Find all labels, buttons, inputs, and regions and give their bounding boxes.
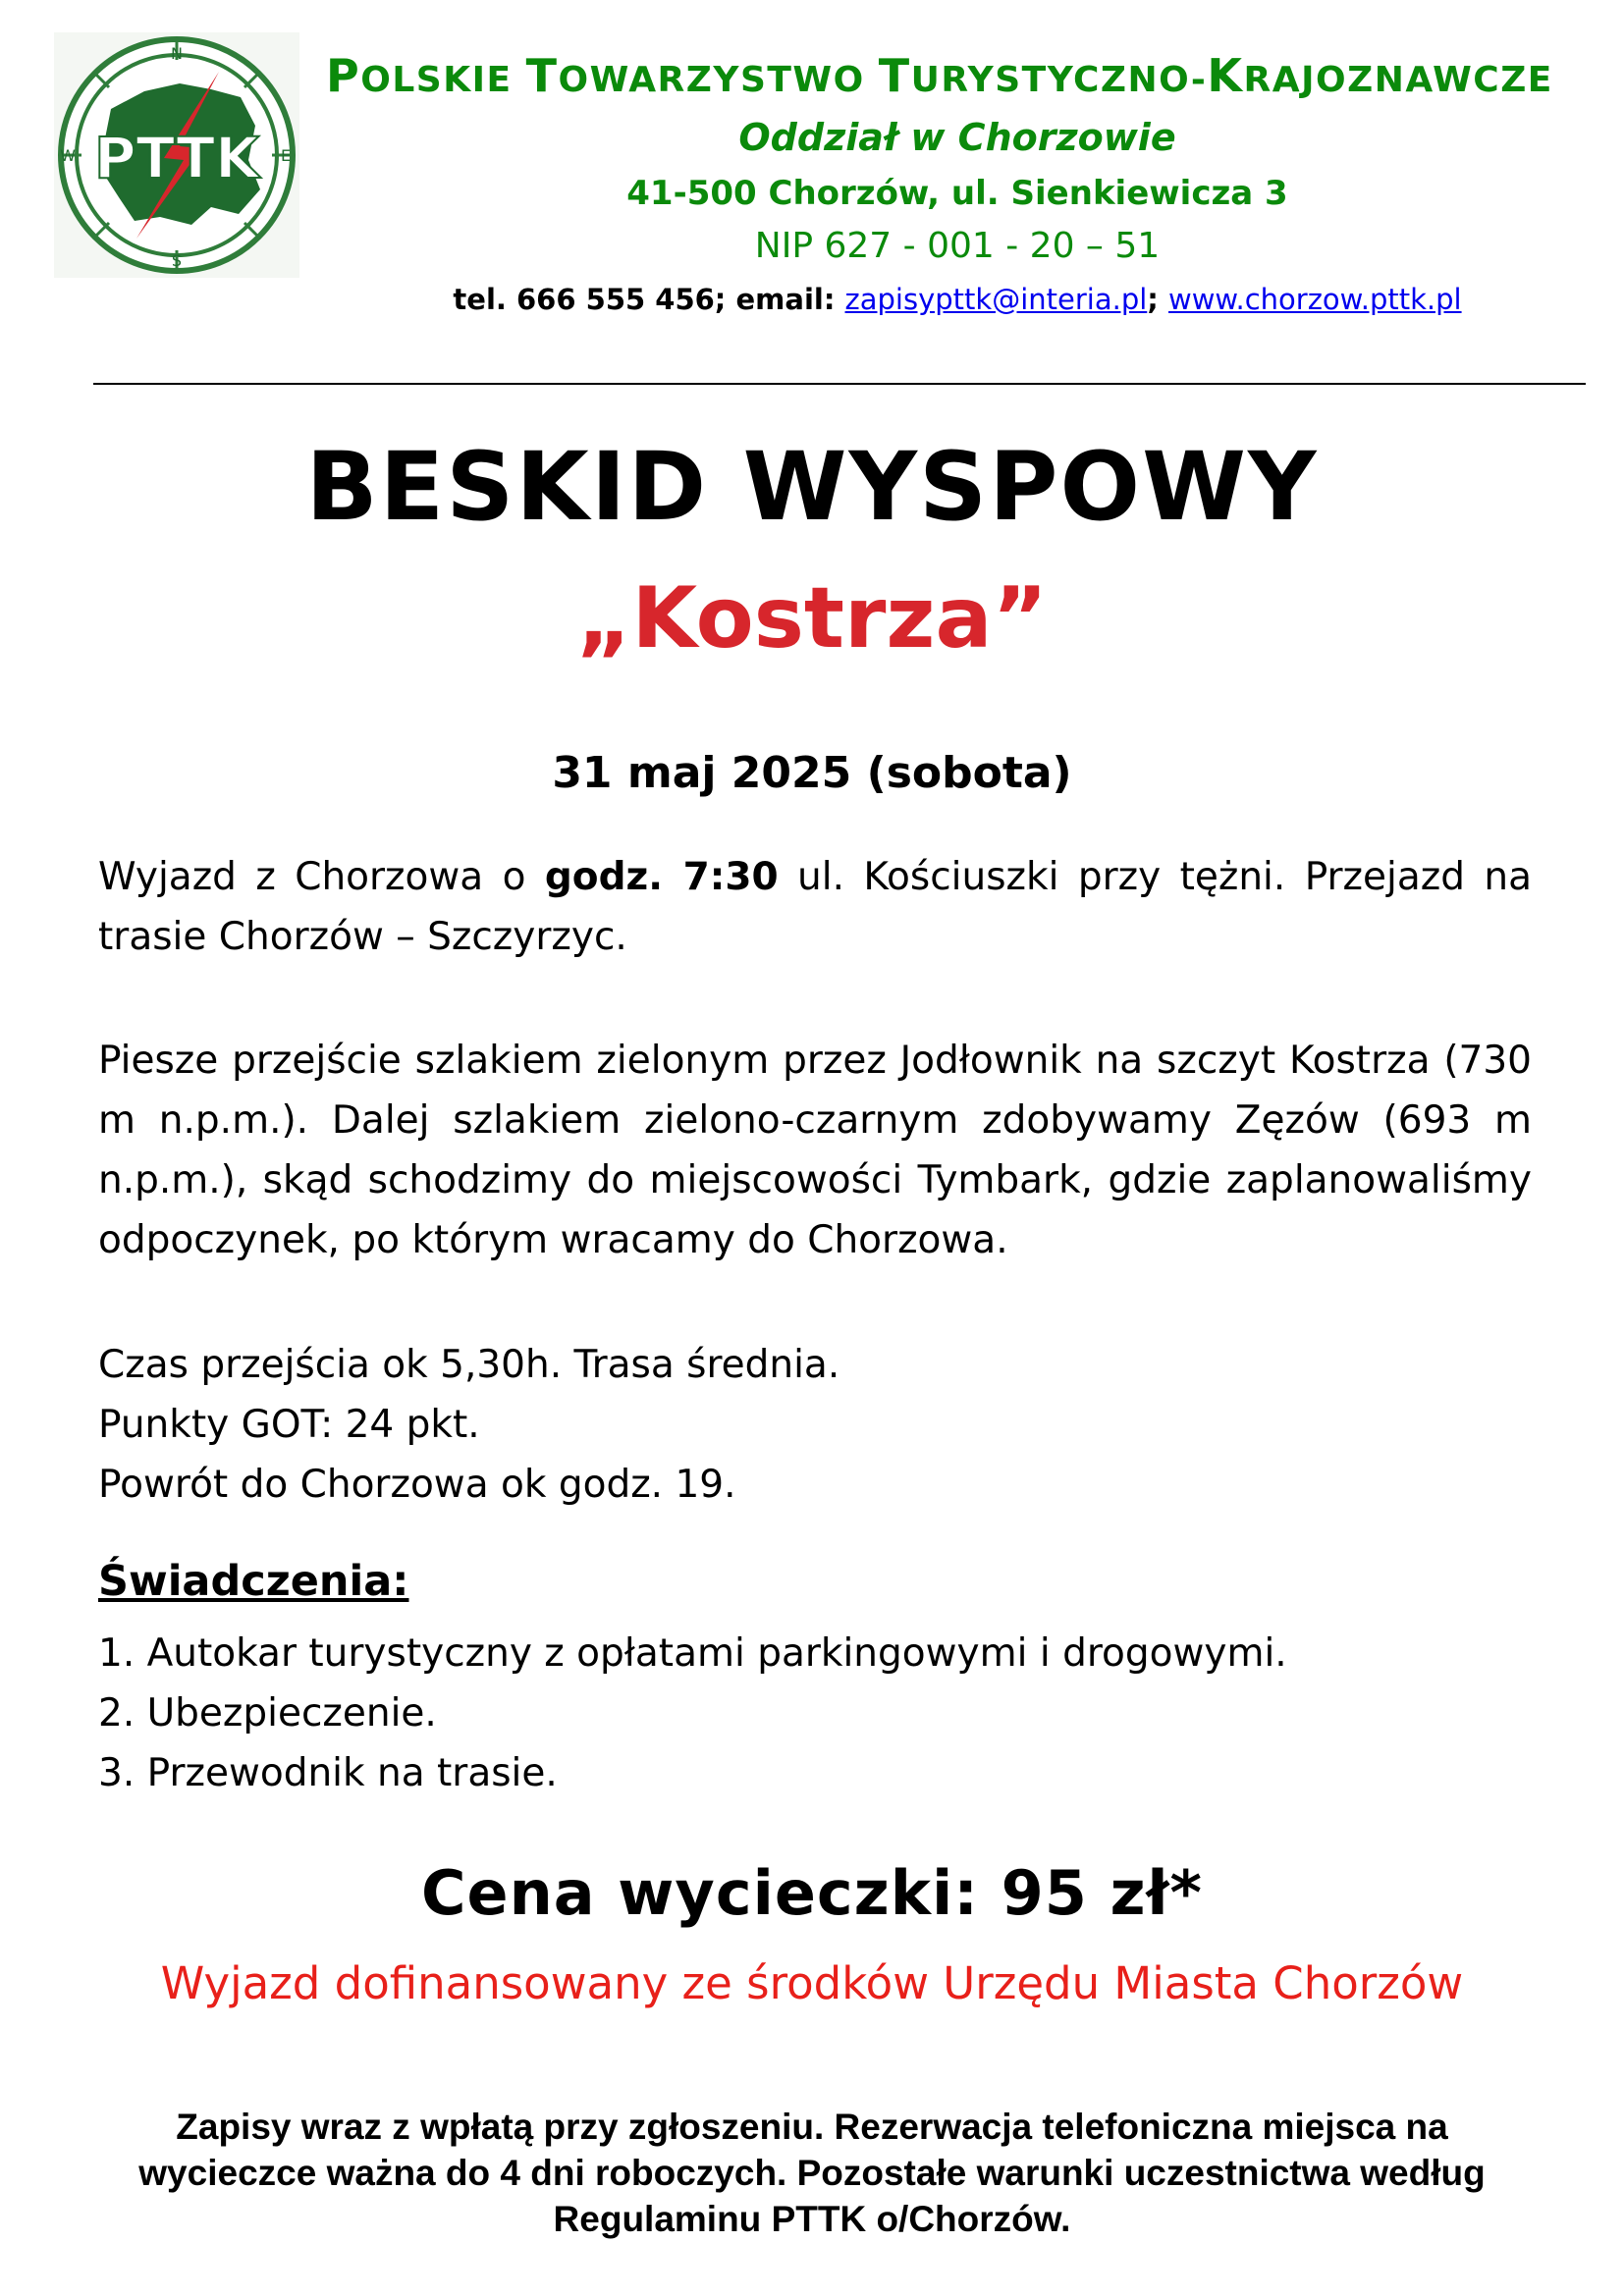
email-link[interactable]: zapisypttk@interia.pl (844, 283, 1148, 316)
list-item: 3. Przewodnik na trasie. (98, 1751, 558, 1795)
trip-info (98, 1335, 1532, 1515)
registration-terms: Zapisy wraz z wpłatą przy zgłoszeniu. Rezerwacja telefoniczna miejsca na wycieczce ważna do 4 dni roboczych. Pozostałe warunki uczestnictwa według Regulaminu PTTK o/Chorzów. (138, 2107, 1486, 2239)
list-item: 1. Autokar turystyczny z opłatami parkingowymi i drogowymi. (98, 1631, 1287, 1676)
compass-logo-icon (54, 32, 299, 278)
walking-time: Czas przejścia ok 5,30h. Trasa średnia. (98, 1343, 840, 1387)
list-item: 2. Ubezpieczenie. (98, 1691, 437, 1735)
website-link[interactable]: www.chorzow.pttk.pl (1168, 283, 1462, 316)
trip-price: Cena wycieczki: 95 zł* (421, 1857, 1203, 1929)
got-points: Punkty GOT: 24 pkt. (98, 1403, 480, 1447)
trip-date: 31 maj 2025 (sobota) (552, 748, 1072, 798)
phone-email-label: tel. 666 555 456; email: (453, 283, 845, 316)
benefits-list (98, 1624, 1287, 1803)
contact-line (324, 283, 1591, 316)
logo-text: PTTK (94, 125, 259, 191)
compass-s-label: S (171, 251, 183, 270)
trip-region-title: BESKID WYSPOWY (305, 432, 1319, 542)
compass-w-label: W (60, 146, 76, 165)
organization-name: POLSKIE TOWARZYSTWO TURYSTYCZNO-KRAJOZNAWCZE (326, 49, 1553, 102)
benefits-heading: Świadczenia: (98, 1557, 409, 1606)
return-time: Powrót do Chorzowa ok godz. 19. (98, 1463, 736, 1507)
departure-time: godz. 7:30 (544, 855, 779, 899)
tax-id: NIP 627 - 001 - 20 – 51 (754, 226, 1161, 266)
pttk-logo (54, 32, 299, 278)
branch-name: Oddział w Chorzowie (738, 116, 1176, 159)
header-divider (93, 383, 1586, 385)
departure-info: Wyjazd z Chorzowa o godz. 7:30 ul. Kościuszki przy tężni. Przejazd na trasie Chorzów – Szczyrzyc. (98, 855, 1533, 959)
route-description: Piesze przejście szlakiem zielonym przez Jodłownik na szczyt Kostrza (730 m n.p.m.). Dalej szlakiem zielono-czarnym zdobywamy Zęzów (693 m n.p.m.), skąd schodzimy do miejscowości Tymbark, gdzie zaplanowaliśmy odpoczynek, po którym wracamy do Chorzowa. (98, 1039, 1532, 1262)
contact-separator: ; (1147, 283, 1168, 316)
trip-peak-title: „Kostrza” (575, 569, 1049, 667)
subsidy-note: Wyjazd dofinansowany ze środków Urzędu Miasta Chorzów (160, 1957, 1464, 2009)
branch-address: 41-500 Chorzów, ul. Sienkiewicza 3 (626, 174, 1288, 213)
compass-n-label: N (171, 44, 183, 63)
compass-e-label: E (280, 146, 292, 165)
